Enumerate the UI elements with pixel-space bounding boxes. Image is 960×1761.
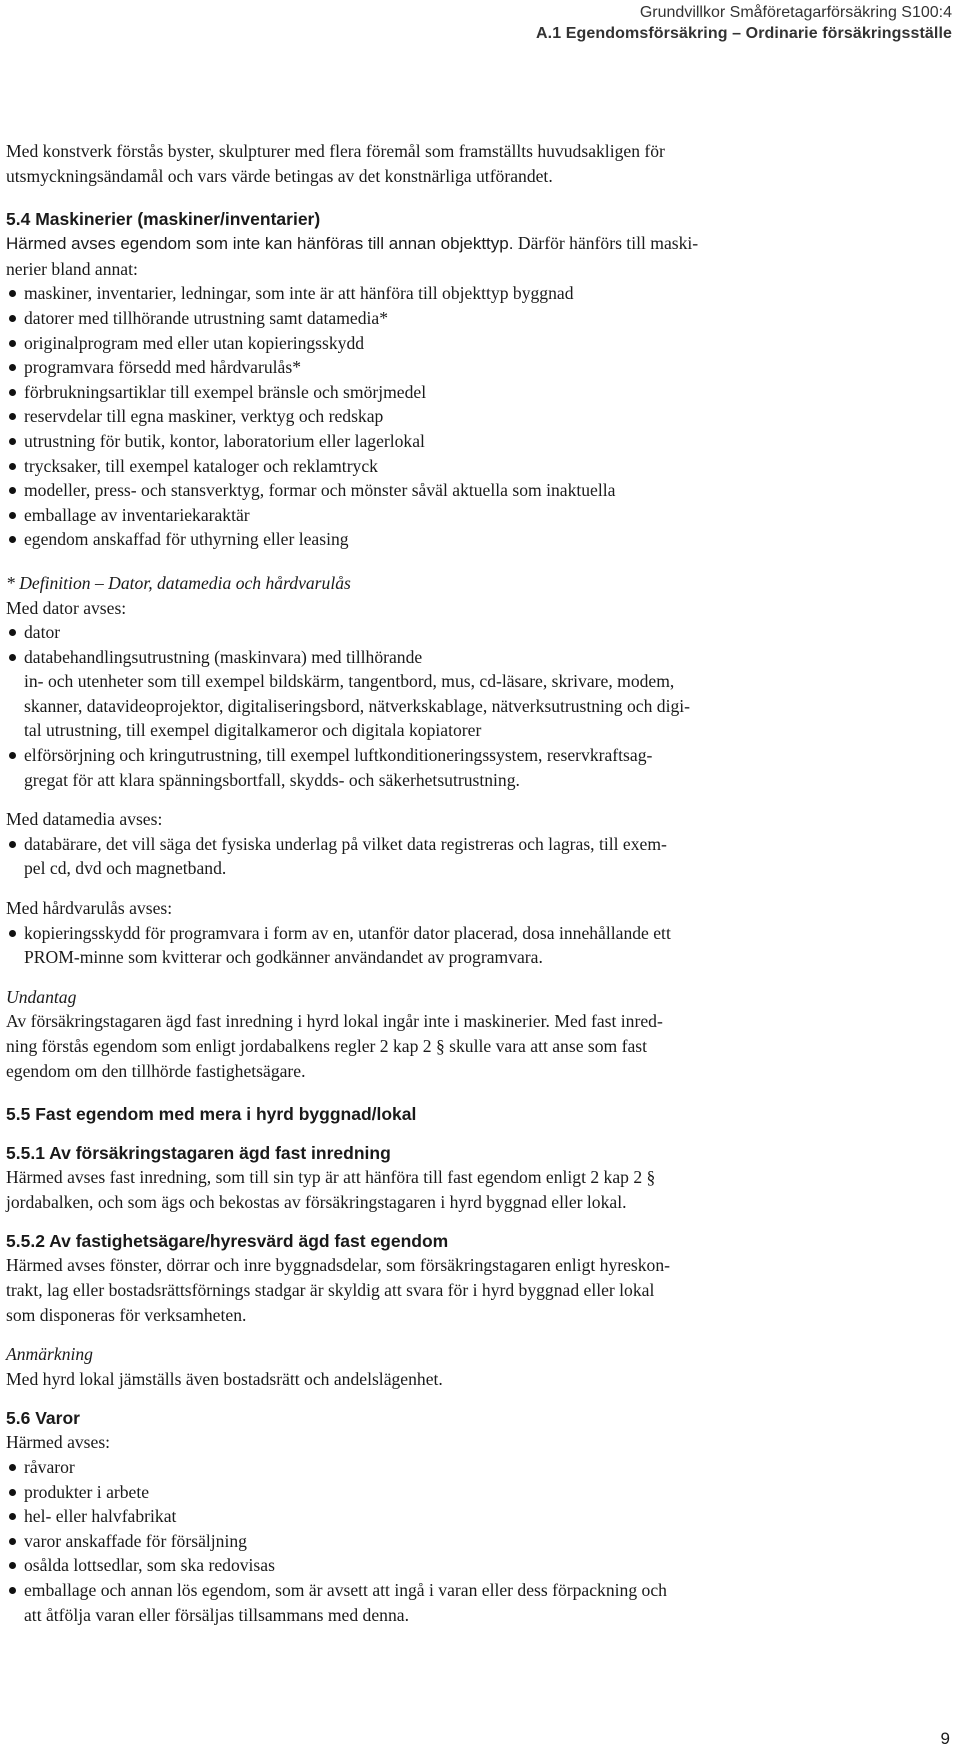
list-item: utrustning för butik, kontor, laboratorium eller lagerlokal <box>6 429 796 454</box>
maskinerier-list <box>6 281 796 552</box>
datamedia-list <box>6 832 796 881</box>
dator-list <box>6 620 796 669</box>
undantag-title: Undantag <box>6 986 77 1007</box>
intro-line: utsmyckningsändamål och vars värde betingas av det konstnärliga utförandet. <box>6 165 553 186</box>
list-item: dator <box>6 620 796 645</box>
list-item: förbrukningsartiklar till exempel bränsle och smörjmedel <box>6 380 796 405</box>
list-item: egendom anskaffad för uthyrning eller leasing <box>6 527 796 552</box>
list-item: elförsörjning och kringutrustning, till exempel luftkonditioneringssystem, reservkraftsag- gregat för att klara spänningsbortfall, skydds- och säkerhetsutrustning. <box>6 743 796 792</box>
section-heading-5-6: 5.6 Varor <box>6 1408 80 1429</box>
list-item: maskiner, inventarier, ledningar, som inte är att hänföra till objekttyp byggnad <box>6 281 796 306</box>
list-item: reservdelar till egna maskiner, verktyg och redskap <box>6 404 796 429</box>
varor-list <box>6 1455 796 1627</box>
list-item: varor anskaffade för försäljning <box>6 1529 796 1554</box>
undantag-paragraph: Av försäkringstagaren ägd fast inredning i hyrd lokal ingår inte i maskinerier. Med fast inred- ning förstås egendom som enligt jordabalkens regler 2 kap 2 § skulle vara att anse som fast egendom om den tillhörde fastighetsägare. <box>6 1011 663 1081</box>
running-header <box>536 3 952 44</box>
page-number: 9 <box>940 1729 950 1748</box>
intro-paragraph <box>6 139 796 188</box>
main-content <box>6 139 796 1627</box>
definition-title: * Definition – Dator, datamedia och hårdvarulås <box>6 572 351 593</box>
list-item: emballage och annan lös egendom, som är avsett att ingå i varan eller dess förpackning och att åtfölja varan eller försäljas tillsammans med denna. <box>6 1578 796 1627</box>
intro-line: Med konstverk förstås byster, skulpturer med flera föremål som framställts huvudsakligen för <box>6 141 665 161</box>
section-heading-5-4: 5.4 Maskinerier (maskiner/inventarier) <box>6 209 321 230</box>
header-section: A.1 Egendomsförsäkring – Ordinarie försäkringsställe <box>536 25 952 42</box>
varor-intro: Härmed avses: <box>6 1432 111 1453</box>
section-5-4-intro: Härmed avses egendom som inte kan hänföras till annan objekttyp. Därför hänförs till maski- nerier bland annat: <box>6 233 699 279</box>
section-5-5-2-paragraph: Härmed avses fönster, dörrar och inre byggnadsdelar, som försäkringstagaren enligt hyreskon- trakt, lag eller bostadsrättsförnings stadgar är skyldig att svara för i hyrd byggnad eller lokal som disponeras för verksamheten. <box>6 1255 671 1325</box>
list-item: modeller, press- och stansverktyg, formar och mönster såväl aktuella som inaktuella <box>6 478 796 503</box>
dator-intro: Med dator avses: <box>6 597 127 618</box>
datamedia-intro: Med datamedia avses: <box>6 809 163 830</box>
list-item: hel- eller halvfabrikat <box>6 1504 796 1529</box>
anmarkning-text: Med hyrd lokal jämställs även bostadsrätt och andelslägenhet. <box>6 1368 443 1389</box>
list-item: emballage av inventariekaraktär <box>6 503 796 528</box>
header-title: Grundvillkor Småföretagarförsäkring S100:4 <box>639 4 952 21</box>
list-item: produkter i arbete <box>6 1480 796 1505</box>
section-heading-5-5-1: 5.5.1 Av försäkringstagaren ägd fast inredning <box>6 1143 391 1164</box>
list-item: programvara försedd med hårdvarulås* <box>6 355 796 380</box>
list-item: databehandlingsutrustning (maskinvara) med tillhörande <box>6 645 796 670</box>
section-heading-5-5-2: 5.5.2 Av fastighetsägare/hyresvärd ägd fast egendom <box>6 1231 449 1252</box>
list-item: databärare, det vill säga det fysiska underlag på vilket data registreras och lagras, till exem- pel cd, dvd och magnetband. <box>6 832 796 881</box>
anmarkning-title: Anmärkning <box>6 1344 93 1365</box>
hardvarulas-list <box>6 921 796 970</box>
section-heading-5-5: 5.5 Fast egendom med mera i hyrd byggnad/lokal <box>6 1104 417 1125</box>
list-item: råvaror <box>6 1455 796 1480</box>
dator-list-continued <box>6 743 796 792</box>
dator-sub-paragraph: in- och utenheter som till exempel bildskärm, tangentbord, mus, cd-läsare, skrivare, modem, skanner, datavideoprojektor, digitaliseringsbord, nätverkskablage, nätverksutrustning och digi- tal utrustning, till exempel digitalkameror och digitala kopiatorer <box>24 671 691 741</box>
list-item: originalprogram med eller utan kopieringsskydd <box>6 331 796 356</box>
list-item: osålda lottsedlar, som ska redovisas <box>6 1553 796 1578</box>
list-item: trycksaker, till exempel kataloger och reklamtryck <box>6 454 796 479</box>
section-5-5-1-paragraph: Härmed avses fast inredning, som till sin typ är att hänföra till fast egendom enligt 2 kap 2 § jordabalken, och som ägs och bekostas av försäkringstagaren i hyrd byggnad eller lokal. <box>6 1167 656 1212</box>
list-item: kopieringsskydd för programvara i form av en, utanför dator placerad, dosa innehållande ett PROM-minne som kvitterar och godkänner användandet av programvara. <box>6 921 796 970</box>
list-item: datorer med tillhörande utrustning samt datamedia* <box>6 306 796 331</box>
hardvarulas-intro: Med hårdvarulås avses: <box>6 898 173 919</box>
